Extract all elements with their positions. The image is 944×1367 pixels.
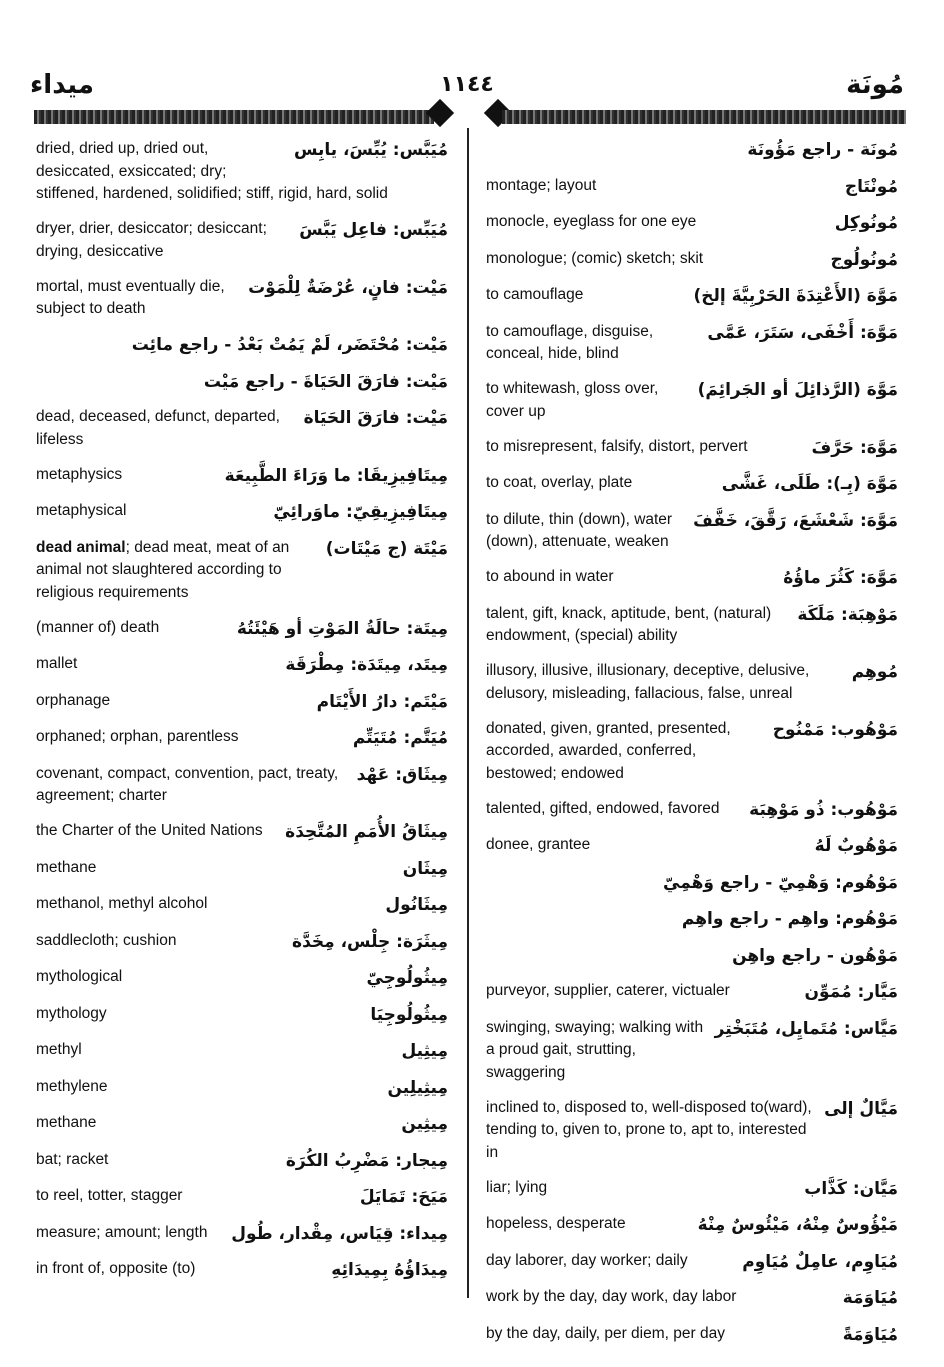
dictionary-entry [486, 660, 898, 705]
arabic-headword: مَيْتَة (ج مَيْتَات) [325, 538, 448, 559]
dictionary-entry [486, 1323, 898, 1347]
english-definition-text: swinging, swaying; walking with a proud gait, strutting, swaggering [486, 1018, 704, 1081]
english-definition-text: dryer, drier, desiccator; desiccant; drying, desiccative [36, 220, 267, 260]
arabic-headword: مِيتَد، مِيتَدَة: مِطْرَقَة [285, 655, 448, 675]
english-definition-text: montage; layout [486, 176, 597, 194]
english-definition-text: orphaned; orphan, parentless [36, 728, 239, 745]
english-definition-text: metaphysics [36, 465, 123, 483]
english-definition-text: covenant, compact, convention, pact, treaty, agreement; charter [36, 764, 339, 804]
english-definition [486, 175, 898, 198]
dictionary-entry [36, 333, 448, 357]
english-definition-text: to coat, overlay, plate [486, 474, 633, 491]
english-definition-text: donee, grantee [486, 836, 591, 853]
dictionary-entry [36, 138, 448, 206]
english-definition-text: methyl [36, 1041, 82, 1058]
arabic-headword: مَيَّاس: مُتَمايِل، مُتَبَخْتِر [714, 1018, 898, 1039]
dictionary-entry [36, 1112, 448, 1136]
arabic-headword: مُيَاوِم، عامِلٌ مُيَاوِم [742, 1251, 898, 1272]
header-guide-word-right: مُونَة [846, 70, 904, 100]
dictionary-entry [36, 370, 448, 394]
dictionary-entry [486, 603, 898, 648]
english-definition-text: liar; lying [486, 1178, 548, 1196]
english-definition-bold: dead animal [36, 538, 126, 556]
dictionary-entry [486, 1286, 898, 1310]
arabic-headword: مِيثِين [401, 1114, 448, 1134]
arabic-headword: مِيثَانُول [385, 895, 448, 915]
dictionary-entry [36, 1149, 448, 1173]
dictionary-entry [486, 284, 898, 308]
dictionary-entry [36, 617, 448, 641]
english-definition-text: monologue; (comic) sketch; skit [486, 249, 704, 267]
page-number: ١١٤٤ [440, 72, 494, 97]
header-rule-right [502, 110, 906, 124]
arabic-headword: مَوْهُوبٌ لَهُ [814, 836, 898, 856]
column-divider [467, 128, 469, 1298]
english-definition-text: mortal, must eventually die, subject to death [36, 277, 225, 317]
english-definition-text: the Charter of the United Nations [36, 822, 263, 839]
english-definition-text: bat; racket [36, 1150, 109, 1168]
dictionary-entry [36, 276, 448, 321]
english-definition-text: to camouflage, disguise, conceal, hide, blind [486, 322, 654, 362]
arabic-headword: مُيَاوَمَة [842, 1288, 898, 1308]
dictionary-entry [36, 537, 448, 605]
dictionary-entry [486, 871, 898, 895]
english-definition-text: mythology [36, 1004, 107, 1022]
arabic-headword: مَوَّهَ (الأَعْتِدَةَ الحَرْبِيَّةَ إلخ) [693, 286, 898, 306]
arabic-headword: مُوهِم [851, 662, 898, 682]
dictionary-entry [36, 653, 448, 677]
header-guide-word-left: ميداء [30, 70, 94, 100]
arabic-headword: مَوَّهَ (بِـ): طَلَى، غَشَّى [721, 474, 898, 494]
english-definition-text: methane [36, 858, 97, 876]
english-definition [36, 1076, 448, 1099]
dictionary-entry [486, 175, 898, 199]
arabic-headword: مُيَاوَمَةً [842, 1324, 898, 1345]
arabic-headword: مَوَّهَ: شَعْشَعَ، رَقَّقَ، خَفَّفَ [693, 510, 898, 531]
dictionary-entry [36, 1258, 448, 1282]
english-definition-text: to whitewash, gloss over, cover up [486, 380, 659, 420]
english-definition-text: purveyor, supplier, caterer, victualer [486, 982, 730, 999]
english-definition-text: dried, dried up, dried out, desiccated, exsiccated; dry; stiffened, hardened, solidified; stiff, rigid, hard, solid [36, 140, 388, 202]
arabic-headword: مِيثَان [402, 858, 448, 879]
english-definition-text: donated, given, granted, presented, accorded, awarded, conferred, bestowed; endowed [486, 719, 731, 782]
english-definition-text: to reel, totter, stagger [36, 1187, 183, 1204]
english-definition-text: (manner of) death [36, 618, 160, 636]
dictionary-entry [486, 1250, 898, 1274]
english-definition-text: illusory, illusive, illusionary, deceptive, delusive, delusory, misleading, fallacious, false, unreal [486, 662, 810, 702]
dictionary-entry [36, 690, 448, 714]
english-definition-text: ; dead meat, meat of an animal not slaughtered according to religious requirements [36, 538, 290, 601]
english-definition-text: inclined to, disposed to, well-disposed to(ward), tending to, given to, prone to, apt to, interested in [486, 1098, 812, 1161]
dictionary-entry [36, 1003, 448, 1027]
dictionary-entry [486, 834, 898, 858]
english-definition-text: to abound in water [486, 568, 614, 585]
arabic-headword: مَوْهُوب: ذُو مَوْهِبَة [749, 799, 898, 820]
arabic-headword: مَوْهِبَة: مَلَكَة [797, 604, 898, 625]
english-definition-text: metaphysical [36, 502, 127, 519]
dictionary-entry [486, 798, 898, 822]
dictionary-entry [486, 980, 898, 1004]
dictionary-entry [36, 820, 448, 844]
dictionary-entry [486, 566, 898, 590]
english-definition-text: work by the day, day work, day labor [486, 1288, 737, 1305]
dictionary-entry [486, 1017, 898, 1085]
dictionary-entry [36, 930, 448, 954]
english-definition-text: saddlecloth; cushion [36, 931, 177, 949]
english-definition-text: mallet [36, 655, 78, 672]
arabic-headword: مِيتَافِيزِيقَا: ما وَرَاءَ الطَّبِيعَة [224, 465, 448, 486]
arabic-headword: مُيَبِّس: فاعِل يَبَّسَ [299, 220, 448, 240]
arabic-headword: مِيثُولُوجِيَا [370, 1004, 448, 1025]
arabic-headword: مَيَّان: كَذَّاب [804, 1178, 898, 1199]
arabic-cross-reference: مَيْت: فارَقَ الحَيَاةَ - راجع مَيْت [203, 371, 448, 392]
english-definition [36, 1039, 448, 1062]
dictionary-entry [36, 406, 448, 451]
english-definition [36, 1112, 448, 1135]
arabic-headword: مَوَّهَ: كَثُرَ ماؤُهُ [783, 568, 898, 588]
dictionary-entry [36, 464, 448, 488]
english-definition-text: in front of, opposite (to) [36, 1260, 196, 1277]
arabic-headword: مِيثَاق: عَهْد [356, 764, 448, 785]
arabic-headword: مِيجار: مَضْرِبُ الكُرَة [285, 1150, 448, 1171]
arabic-headword: مَوَّهَ: أَخْفَى، سَتَرَ، عَمَّى [707, 322, 898, 343]
arabic-headword: مُونْتَاج [844, 176, 898, 197]
arabic-headword: مَيْت: فانٍ، عُرْضَةٌ لِلْمَوْت [248, 277, 448, 298]
arabic-headword: مِيثِيل [401, 1041, 448, 1061]
dictionary-entry [36, 966, 448, 990]
arabic-headword: مُونُولُوج [830, 249, 898, 270]
arabic-cross-reference: مَوْهُوم: وَهْمِيّ - راجع وَهْمِيّ [663, 872, 898, 893]
english-definition-text: talented, gifted, endowed, favored [486, 799, 720, 817]
arabic-headword: مَوْهُوب: مَمْنُوح [772, 719, 898, 740]
arabic-headword: مَيْت: فارَقَ الحَيَاة [303, 408, 448, 428]
dictionary-entry [486, 718, 898, 786]
arabic-headword: مِيثُولُوجِيّ [366, 968, 448, 988]
english-definition-text: methanol, methyl alcohol [36, 895, 208, 912]
page-header [30, 70, 904, 106]
english-definition [486, 1323, 898, 1346]
english-definition-text: mythological [36, 968, 123, 985]
english-definition [486, 660, 898, 705]
dictionary-entry [486, 944, 898, 968]
arabic-headword: مَيْؤُوسٌ مِنْهُ، مَيْئُوسٌ مِنْهُ [697, 1215, 898, 1235]
dictionary-entry [486, 211, 898, 235]
arabic-headword: مِيداء: قِيَاس، مِقْدار، طُول [231, 1223, 448, 1244]
english-definition-text: monocle, eyeglass for one eye [486, 213, 697, 230]
arabic-headword: مِيتَة: حالَةُ المَوْتِ أو هَيْئَتُهُ [236, 618, 448, 639]
dictionary-entry [486, 907, 898, 931]
arabic-headword: مَوَّهَ: حَرَّفَ [811, 437, 898, 458]
english-definition [36, 857, 448, 880]
right-column [486, 138, 898, 1359]
dictionary-entry [486, 436, 898, 460]
arabic-headword: مُيَتَّم: مُتَيَتِّم [352, 728, 448, 748]
arabic-headword: مُيَبَّس: يُبِّسَ، يابِس [293, 140, 448, 160]
arabic-headword: مِيتَافِيزِيقِيّ: ماوَرائِيّ [273, 502, 448, 522]
dictionary-entry [486, 378, 898, 423]
english-definition-text: day laborer, day worker; daily [486, 1251, 688, 1269]
arabic-headword: مِيثِيلِين [387, 1077, 448, 1098]
english-definition-text: to dilute, thin (down), water (down), attenuate, weaken [486, 510, 673, 550]
arabic-headword: مِيثَاقُ الأُمَمِ المُتَّحِدَة [285, 822, 448, 842]
arabic-headword: مُونُوكِل [834, 213, 898, 233]
english-definition-text: orphanage [36, 691, 111, 709]
arabic-cross-reference: مَيْت: مُحْتَضَر، لَمْ يَمُتْ بَعْدُ - راجع مائِت [131, 335, 448, 355]
dictionary-entry [36, 726, 448, 750]
dictionary-entry [486, 472, 898, 496]
english-definition-text: measure; amount; length [36, 1223, 208, 1241]
english-definition-text: by the day, daily, per diem, per day [486, 1324, 725, 1342]
dictionary-entry [36, 1222, 448, 1246]
dictionary-entry [486, 138, 898, 162]
dictionary-entry [486, 1213, 898, 1237]
dictionary-entry [36, 218, 448, 263]
arabic-cross-reference: مَوْهُون - راجع واهِن [732, 945, 898, 966]
english-definition-text: talent, gift, knack, aptitude, bent, (natural) endowment, (special) ability [486, 604, 772, 644]
english-definition-text: hopeless, desperate [486, 1215, 626, 1232]
english-definition-text: methane [36, 1114, 97, 1131]
dictionary-entry [36, 1185, 448, 1209]
arabic-cross-reference: مَوْهُوم: واهِم - راجع واهِم [681, 909, 898, 929]
english-definition-text: dead, deceased, defunct, departed, lifeless [36, 408, 280, 448]
dictionary-entry [486, 1097, 898, 1165]
dictionary-entry [36, 500, 448, 524]
dictionary-entry [486, 1177, 898, 1201]
arabic-headword: مِيثَرَة: جِلْس، مِخَدَّة [292, 931, 448, 952]
english-definition-text: methylene [36, 1077, 108, 1095]
dictionary-entry [36, 1039, 448, 1063]
dictionary-entry [486, 321, 898, 366]
english-definition [486, 1286, 898, 1309]
arabic-headword: مَيَّار: مُمَوِّن [804, 982, 898, 1002]
header-rule-left [34, 110, 434, 124]
arabic-headword: مَوَّهَ (الرَّذائِلَ أو الجَرائِمَ) [697, 380, 898, 400]
dictionary-entry [36, 763, 448, 808]
arabic-headword: مَيَحَ: تَمَايَلَ [359, 1187, 448, 1207]
dictionary-entry [36, 857, 448, 881]
english-definition-text: to misrepresent, falsify, distort, pervert [486, 437, 748, 455]
arabic-cross-reference: مُونَة - راجع مَؤُونَة [747, 140, 898, 160]
dictionary-entry [486, 248, 898, 272]
dictionary-entry [36, 1076, 448, 1100]
dictionary-entry [486, 509, 898, 554]
dictionary-entry [36, 893, 448, 917]
arabic-headword: مَيَّالٌ إلى [824, 1098, 898, 1119]
english-definition-text: to camouflage [486, 286, 584, 303]
left-column [36, 138, 448, 1295]
arabic-headword: مَيْتَم: دارُ الأَيْتَام [316, 691, 448, 712]
arabic-headword: مِيدَاؤُهُ بِمِيدَائِهِ [331, 1260, 448, 1280]
